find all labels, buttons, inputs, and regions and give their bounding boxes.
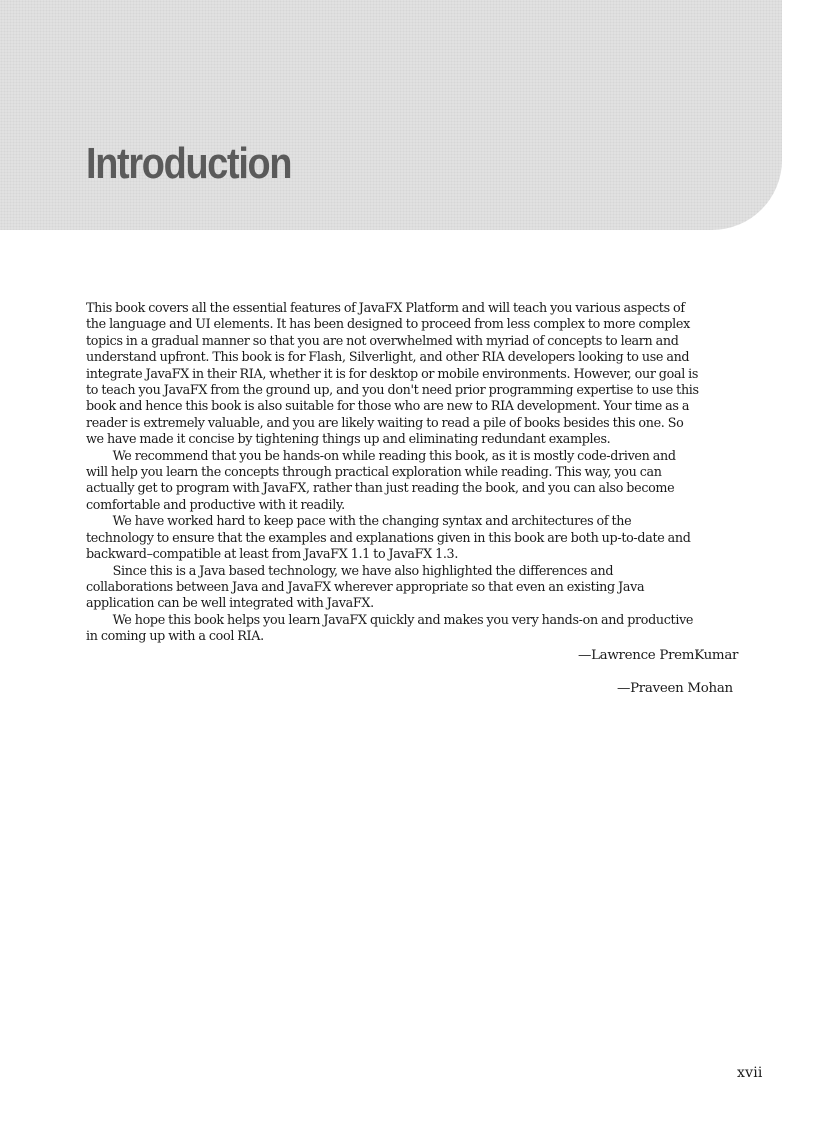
- author-signature: —Lawrence PremKumar: [578, 648, 739, 663]
- author-signature: —Praveen Mohan: [617, 681, 733, 696]
- paragraph: We have worked hard to keep pace with the changing syntax and architectures of the technology to ensure that the examples and explanations given in this book are both up-to-date and backward–compatible at least from JavaFX 1.1 to JavaFX 1.3.: [86, 514, 691, 563]
- paragraph: Since this is a Java based technology, we have also highlighted the differences and collaborations between Java and JavaFX wherever appropriate so that even an existing Java application can be well integrated with JavaFX.: [86, 563, 645, 612]
- page-number: xvii: [737, 1065, 763, 1081]
- paragraph: This book covers all the essential features of JavaFX Platform and will teach you various aspects of the language and UI elements. It has been designed to proceed from less complex to more complex topics in a gradual manner so that you are not overwhelmed with myriad of concepts to learn and understand upfront. This book is for Flash, Silverlight, and other RIA developers looking to use and integrate JavaFX in their RIA, whether it is for desktop or mobile environments. However, our goal is to teach you JavaFX from the ground up, and you don't need prior programming expertise to use this book and hence this book is also suitable for those who are new to RIA development. Your time as a reader is extremely valuable, and you are likely waiting to read a pile of books besides this one. So we have made it concise by tightening things up and eliminating redundant examples.: [86, 301, 699, 448]
- chapter-title: Introduction: [86, 139, 292, 188]
- paragraph: We recommend that you be hands-on while reading this book, as it is mostly code-driven and will help you learn the concepts through practical exploration while reading. This way, you can actually get to program with JavaFX, rather than just reading the book, and you can also become comfortable and productive with it readily.: [86, 448, 676, 513]
- introduction-body: [86, 301, 699, 646]
- chapter-banner: [0, 0, 782, 230]
- paragraph: We hope this book helps you learn JavaFX quickly and makes you very hands-on and productive in coming up with a cool RIA.: [86, 612, 694, 645]
